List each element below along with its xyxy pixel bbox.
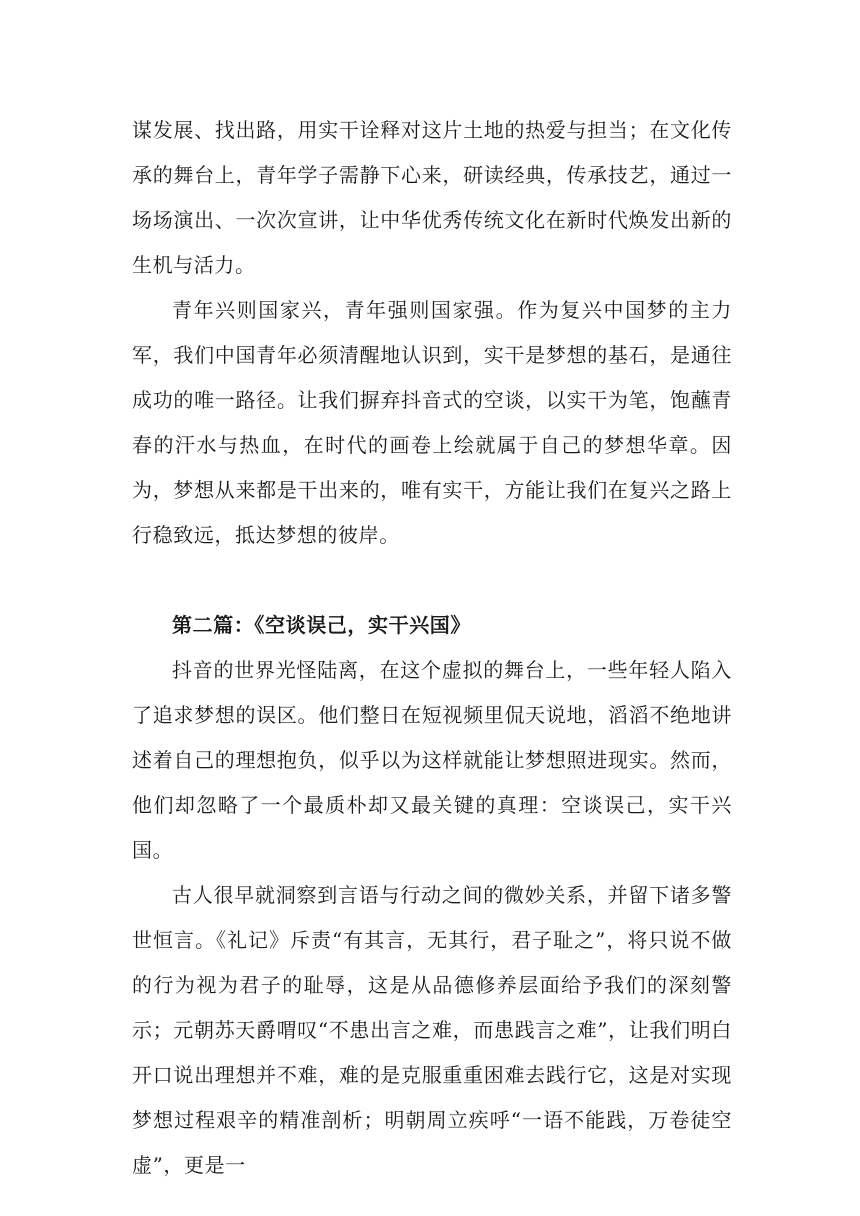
- document-page: [132, 108, 732, 1188]
- paragraph-3: 抖音的世界光怪陆离，在这个虚拟的舞台上，一些年轻人陷入了追求梦想的误区。他们整日在短视频里侃天说地，滔滔不绝地讲述着自己的理想抱负，似乎以为这样就能让梦想照进现实。然而，他们却忽略了一个最质朴却又最关键的真理：空谈误己，实干兴国。: [132, 658, 732, 862]
- paragraph-2: 青年兴则国家兴，青年强则国家强。作为复兴中国梦的主力军，我们中国青年必须清醒地认识到，实干是梦想的基石，是通往成功的唯一路径。让我们摒弃抖音式的空谈，以实干为笔，饱蘸青春的汗水与热血，在时代的画卷上绘就属于自己的梦想华章。因为，梦想从来都是干出来的，唯有实干，方能让我们在复兴之路上行稳致远，抵达梦想的彼岸。: [132, 298, 732, 547]
- paragraph-4: 古人很早就洞察到言语与行动之间的微妙关系，并留下诸多警世恒言。《礼记》斥责“有其言，无其行，君子耻之”，将只说不做的行为视为君子的耻辱，这是从品德修养层面给予我们的深刻警示；元朝苏天爵喟叹“不患出言之难，而患践言之难”，让我们明白开口说出理想并不难，难的是克服重重困难去践行它，这是对实现梦想过程艰辛的精准剖析；明朝周立疾呼“一语不能践，万卷徒空虚”，更是一: [132, 883, 732, 1177]
- paragraph-gap: [132, 558, 732, 603]
- paragraph-1: 谋发展、找出路，用实干诠释对这片土地的热爱与担当；在文化传承的舞台上，青年学子需静下心来，研读经典，传承技艺，通过一场场演出、一次次宣讲，让中华优秀传统文化在新时代焕发出新的生机与活力。: [132, 118, 732, 277]
- section-heading: 第二篇：《空谈误己，实干兴国》: [172, 613, 471, 637]
